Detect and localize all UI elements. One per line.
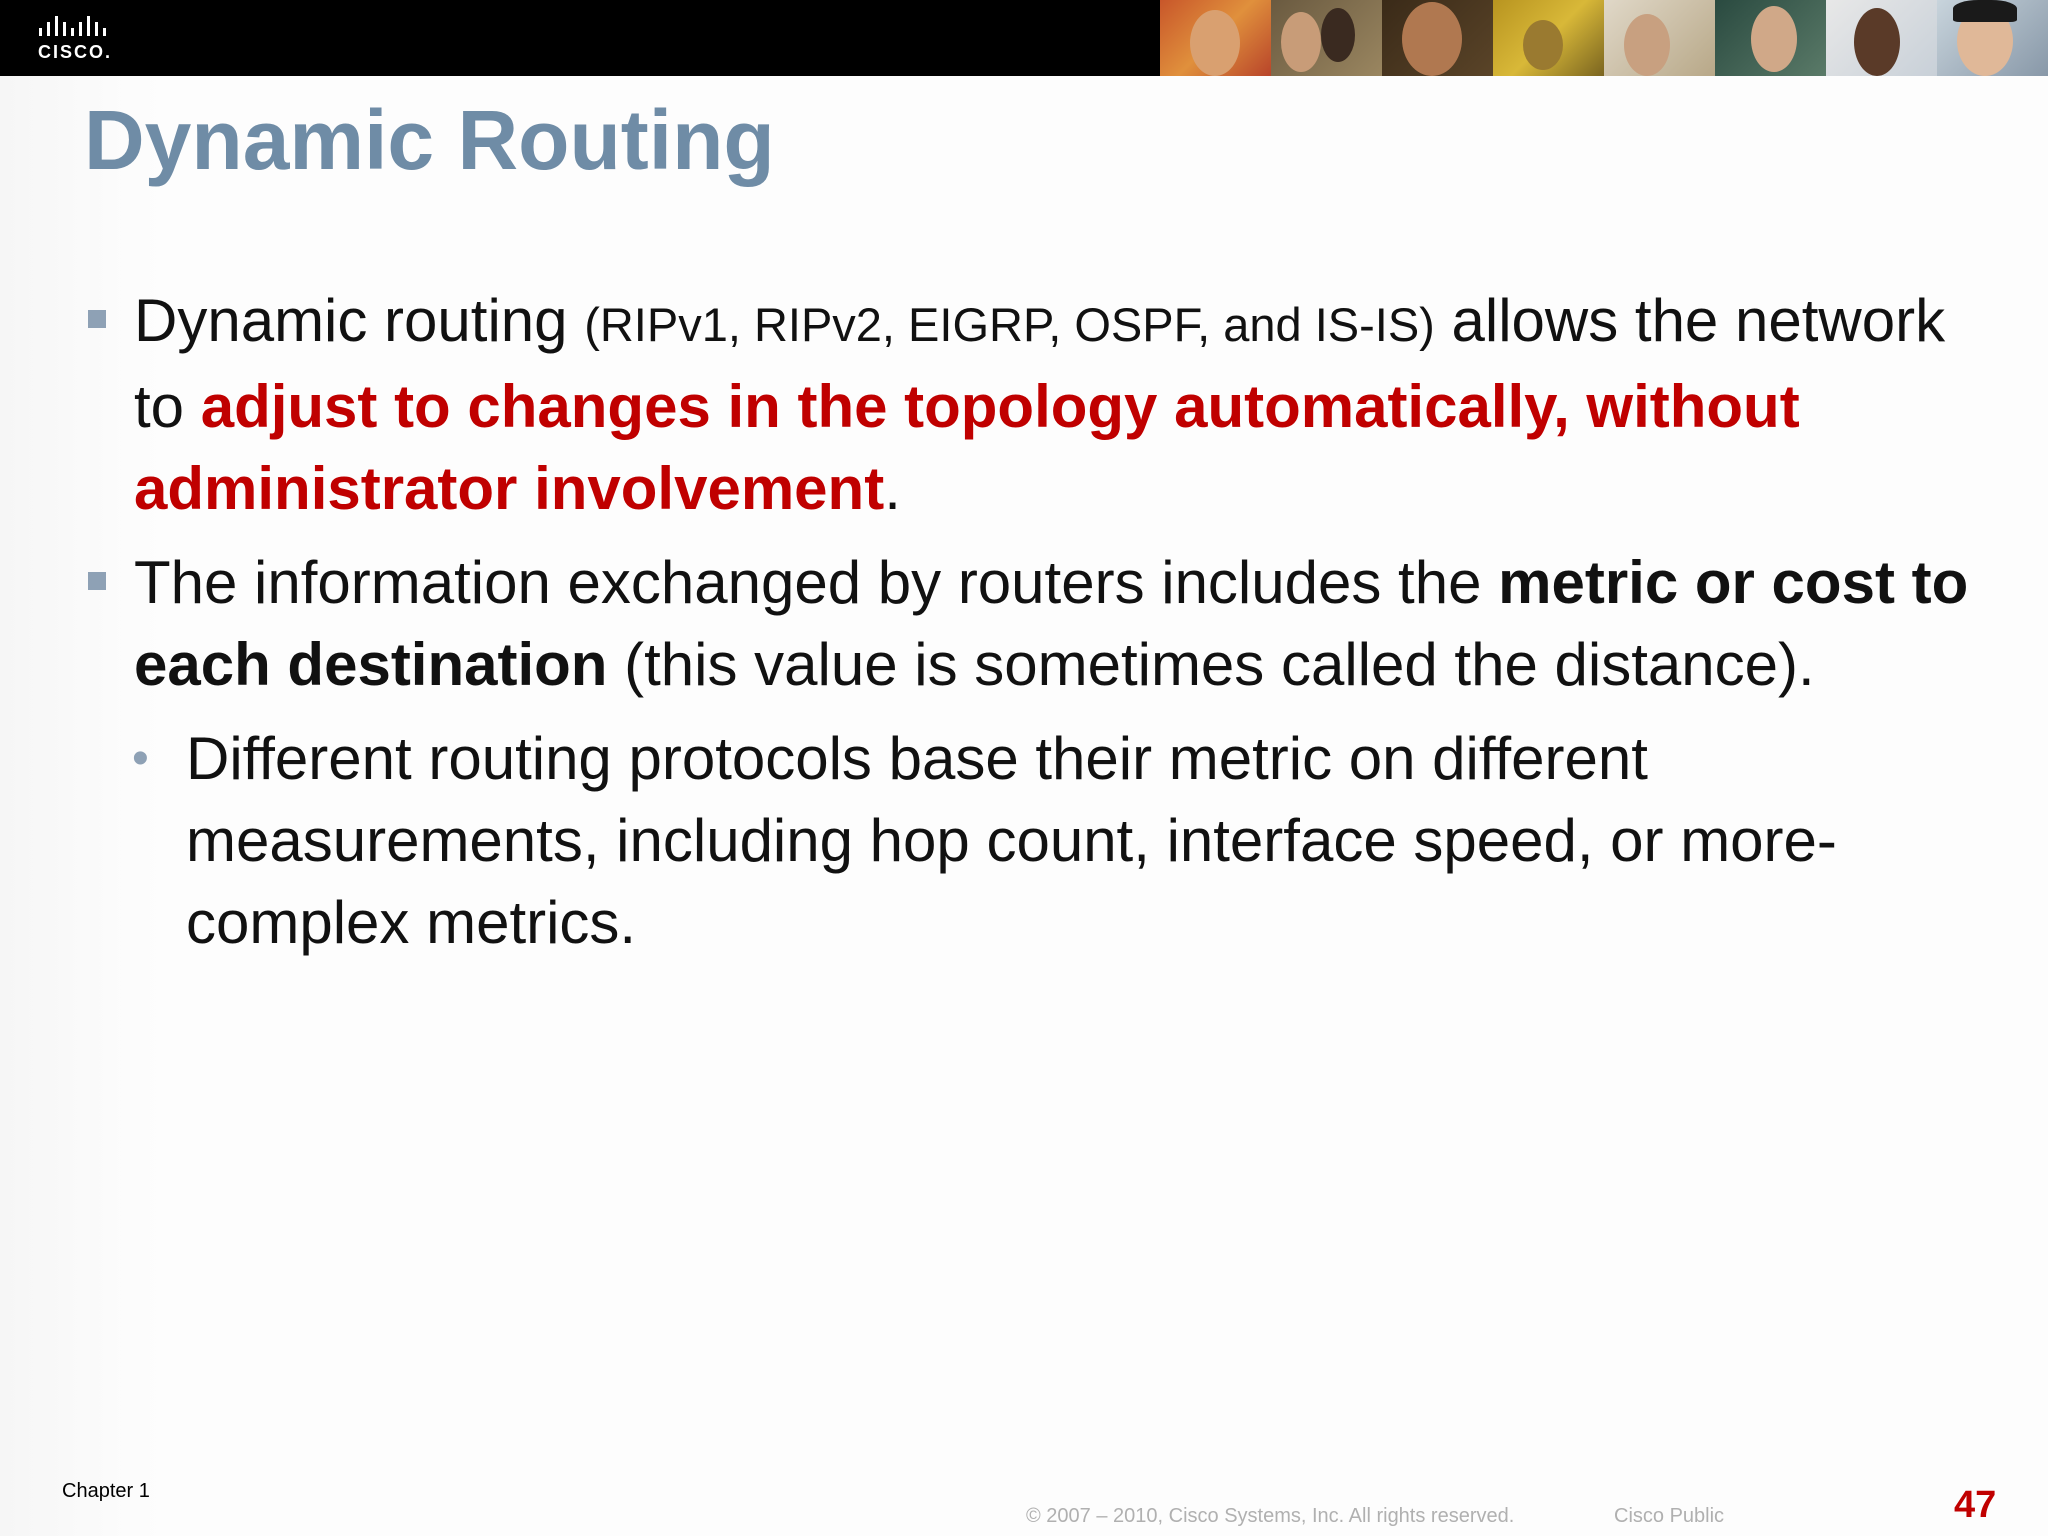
header-photo: [1493, 0, 1604, 76]
bold-text: metric or cost to each destination: [134, 549, 1969, 698]
header-photo: [1604, 0, 1715, 76]
bullet-text: Dynamic routing: [134, 287, 585, 354]
protocol-list: (RIPv1, RIPv2, EIGRP, OSPF, and IS-IS): [584, 298, 1435, 351]
slide-content: [84, 280, 1984, 964]
classification-label: Cisco Public: [1614, 1505, 1725, 1527]
dot-bullet-icon: •: [132, 732, 149, 785]
square-bullet-icon: [88, 572, 106, 590]
page-title: Dynamic Routing: [84, 93, 775, 187]
header-photo: [1160, 0, 1271, 76]
header-photo: [1271, 0, 1382, 76]
cisco-wordmark: CISCO.: [37, 42, 112, 62]
header-photo-strip: [1160, 0, 2048, 76]
cisco-logo: [33, 14, 117, 62]
bullet-item: [84, 280, 1984, 530]
header-photo: [1937, 0, 2048, 76]
cisco-bridge-icon: [33, 14, 117, 40]
sub-bullet-item: [84, 718, 1984, 964]
header-photo: [1382, 0, 1493, 76]
header-photo: [1715, 0, 1826, 76]
bullet-text: allows the network to: [134, 287, 1946, 440]
page-number: 47: [1954, 1484, 1997, 1526]
chapter-label: Chapter 1: [62, 1480, 150, 1502]
bullet-text: (this value is sometimes called the distance).: [607, 631, 1815, 698]
header-photo: [1826, 0, 1937, 76]
bullet-text: .: [884, 455, 901, 522]
copyright-notice: © 2007 – 2010, Cisco Systems, Inc. All rights reserved.: [1026, 1505, 1515, 1527]
sub-bullet-text: Different routing protocols base their metric on different measurements, including hop count, interface speed, or more-complex metrics.: [186, 725, 1837, 956]
header-bar: [0, 0, 2048, 76]
square-bullet-icon: [88, 310, 106, 328]
emphasis-text: adjust to changes in the topology automatically, without administrator involvement: [134, 373, 1800, 522]
bullet-item: [84, 542, 1984, 706]
bullet-text: The information exchanged by routers includes the: [134, 549, 1499, 616]
